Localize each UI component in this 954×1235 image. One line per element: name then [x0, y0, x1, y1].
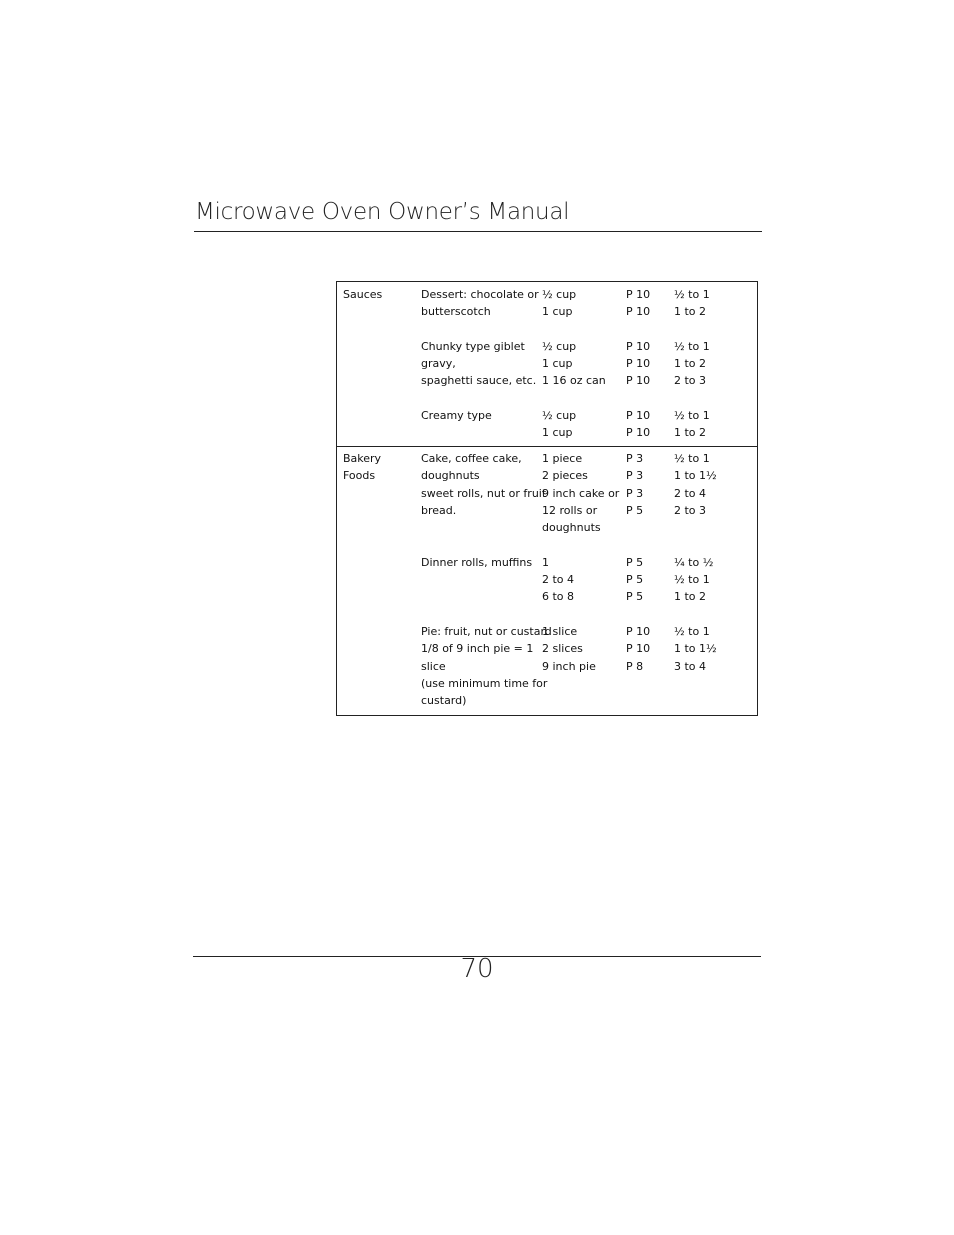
- quantity-text: 1 16 oz can: [542, 374, 606, 388]
- item-cell: [421, 554, 542, 606]
- time-text: ½ to 1: [674, 624, 710, 638]
- item-text: bread.: [421, 503, 457, 517]
- time-cell: [674, 286, 710, 321]
- power-text: P 10: [626, 624, 651, 638]
- quantity-text: 1 piece: [542, 452, 583, 465]
- quantity-text: 9 inch pie: [542, 659, 596, 673]
- item-text: (use minimum time for: [421, 676, 548, 690]
- item-text: Dessert: chocolate or: [421, 288, 539, 301]
- table-row: [421, 407, 710, 442]
- time-text: 2 to 4: [674, 486, 707, 500]
- time-cell: [674, 623, 717, 709]
- power-cell: [626, 407, 674, 442]
- power-text: P 10: [626, 642, 651, 656]
- item-text: doughnuts: [421, 469, 480, 483]
- item-text: custard): [421, 694, 467, 708]
- section-groups: [421, 450, 717, 713]
- quantity-text: 1 slice: [542, 624, 578, 638]
- quantity-text: ½ cup: [542, 339, 577, 353]
- time-cell: [674, 338, 710, 390]
- time-text: 1 to 2: [674, 357, 707, 371]
- item-text: gravy,: [421, 357, 456, 371]
- quantity-text: 1 cup: [542, 357, 573, 371]
- table-section-sauces: [337, 282, 757, 446]
- item-cell: [421, 407, 542, 442]
- power-text: P 10: [626, 374, 651, 388]
- power-text: P 8: [626, 659, 644, 673]
- time-text: ½ to 1: [674, 409, 710, 423]
- time-text: 1 to 2: [674, 305, 707, 319]
- quantity-text: ½ cup: [542, 288, 577, 301]
- quantity-text: 1 cup: [542, 426, 573, 440]
- item-cell: [421, 338, 542, 390]
- power-cell: [626, 286, 674, 321]
- section-groups: [421, 286, 710, 442]
- quantity-text: 1: [542, 555, 549, 569]
- quantity-text: 2 pieces: [542, 469, 588, 483]
- power-text: P 5: [626, 573, 644, 587]
- item-cell: [421, 286, 542, 321]
- table-row: [421, 554, 717, 606]
- time-text: ¼ to ½: [674, 555, 714, 569]
- item-text: slice: [421, 659, 446, 673]
- power-text: P 5: [626, 503, 644, 517]
- quantity-text: 1 cup: [542, 305, 573, 319]
- power-text: P 10: [626, 357, 651, 371]
- time-text: 1 to 1½: [674, 642, 717, 656]
- category-cell: [337, 450, 421, 713]
- quantity-text: 2 to 4: [542, 573, 575, 587]
- page-header-title: Microwave Oven Owner’s Manual: [195, 199, 570, 225]
- category-cell: [337, 286, 421, 442]
- time-text: 3 to 4: [674, 659, 707, 673]
- cooking-table: [336, 281, 758, 716]
- time-text: 1 to 2: [674, 426, 707, 440]
- quantity-text: doughnuts: [542, 521, 601, 535]
- item-cell: [421, 450, 547, 536]
- power-text: P 5: [626, 555, 644, 569]
- item-text: Pie: fruit, nut or custard: [421, 624, 552, 638]
- item-text: 1/8 of 9 inch pie = 1: [421, 642, 534, 656]
- time-text: ½ to 1: [674, 288, 710, 301]
- time-text: ½ to 1: [674, 452, 710, 465]
- page-number: 70: [460, 954, 494, 984]
- power-cell: [626, 338, 674, 390]
- quantity-text: 2 slices: [542, 642, 583, 656]
- power-text: P 10: [626, 426, 651, 440]
- category-label: Sauces: [343, 288, 383, 301]
- quantity-text: 9 inch cake or: [542, 486, 620, 500]
- time-text: 2 to 3: [674, 374, 707, 388]
- time-cell: [674, 407, 710, 442]
- time-text: ½ to 1: [674, 573, 710, 587]
- quantity-text: ½ cup: [542, 409, 577, 423]
- item-text: Creamy type: [421, 409, 492, 423]
- time-text: ½ to 1: [674, 339, 710, 353]
- quantity-cell: [542, 623, 626, 709]
- power-cell: [626, 623, 674, 709]
- time-cell: [674, 450, 717, 536]
- power-text: P 3: [626, 452, 644, 465]
- table-row: [421, 450, 717, 536]
- category-label: Foods: [343, 469, 376, 483]
- time-text: 1 to 1½: [674, 469, 717, 483]
- power-text: P 10: [626, 305, 651, 319]
- table-section-bakery-foods: [337, 446, 757, 715]
- item-text: sweet rolls, nut or fruit: [421, 486, 547, 500]
- table-row: [421, 623, 717, 709]
- item-text: spaghetti sauce, etc.: [421, 374, 537, 388]
- power-text: P 10: [626, 409, 651, 423]
- power-text: P 3: [626, 486, 644, 500]
- time-text: 2 to 3: [674, 503, 707, 517]
- power-cell: [626, 554, 674, 606]
- quantity-cell: [542, 407, 626, 442]
- item-text: Dinner rolls, muffins: [421, 555, 533, 569]
- table-row: [421, 286, 710, 321]
- time-cell: [674, 554, 717, 606]
- quantity-cell: [542, 286, 626, 321]
- quantity-cell: [542, 338, 626, 390]
- item-text: butterscotch: [421, 305, 491, 319]
- quantity-cell: [542, 554, 626, 606]
- quantity-text: 6 to 8: [542, 590, 575, 604]
- time-text: 1 to 2: [674, 590, 707, 604]
- power-text: P 10: [626, 288, 651, 301]
- item-text: Chunky type giblet: [421, 339, 525, 353]
- power-cell: [626, 450, 674, 536]
- power-text: P 3: [626, 469, 644, 483]
- power-text: P 10: [626, 339, 651, 353]
- table-row: [421, 338, 710, 390]
- power-text: P 5: [626, 590, 644, 604]
- item-cell: [421, 623, 552, 709]
- quantity-cell: [542, 450, 626, 536]
- quantity-text: 12 rolls or: [542, 503, 598, 517]
- header-divider: [194, 231, 762, 232]
- category-label: Bakery: [343, 452, 382, 465]
- item-text: Cake, coffee cake,: [421, 452, 522, 465]
